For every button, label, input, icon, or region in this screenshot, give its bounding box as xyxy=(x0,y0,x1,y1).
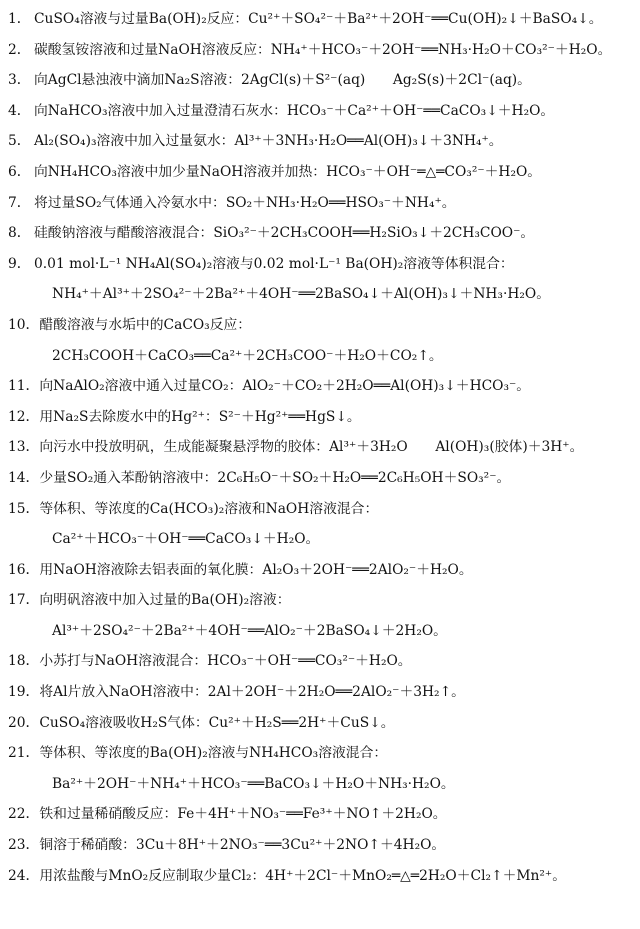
equation-text: Al³⁺＋2SO₄²⁻＋2Ba²⁺＋4OH⁻══AlO₂⁻＋2BaSO₄↓＋2H₂O。 xyxy=(52,622,447,639)
equation-line-21 xyxy=(0,738,640,769)
equation-line-23 xyxy=(0,830,640,861)
equation-line-1 xyxy=(0,4,640,35)
equation-text: 等体积、等浓度的Ca(HCO₃)₂溶液和NaOH溶液混合： xyxy=(39,500,379,517)
equation-line-15 xyxy=(0,494,640,525)
equation-line-15-cont xyxy=(0,524,640,555)
equation-line-14 xyxy=(0,463,640,494)
item-number: 9． xyxy=(8,255,31,272)
item-number: 13． xyxy=(8,439,40,456)
equation-text: 向NH₄HCO₃溶液中加少量NaOH溶液并加热：HCO₃⁻＋OH⁻═△═CO₃²⁻＋H₂O。 xyxy=(34,163,542,180)
equation-text: Ca²⁺＋HCO₃⁻＋OH⁻══CaCO₃↓＋H₂O。 xyxy=(52,531,320,548)
equation-text: 碳酸氢铵溶液和过量NaOH溶液反应：NH₄⁺＋HCO₃⁻＋2OH⁻══NH₃·H₂O＋CO₃²⁻＋H₂O。 xyxy=(34,41,612,58)
equation-text: CuSO₄溶液与过量Ba(OH)₂反应：Cu²⁺＋SO₄²⁻＋Ba²⁺＋2OH⁻══Cu(OH)₂↓＋BaSO₄↓。 xyxy=(34,11,603,27)
equation-text: 少量SO₂通入苯酚钠溶液中：2C₆H₅O⁻＋SO₂＋H₂O══2C₆H₅OH＋SO₃²⁻。 xyxy=(39,469,511,486)
equation-text: 向NaAlO₂溶液中通入过量CO₂：AlO₂⁻＋CO₂＋2H₂O══Al(OH)₃↓＋HCO₃⁻。 xyxy=(39,378,531,395)
equation-text: 硅酸钠溶液与醋酸溶液混合：SiO₃²⁻＋2CH₃COOH══H₂SiO₃↓＋2CH₃COO⁻。 xyxy=(34,225,535,242)
equation-line-19 xyxy=(0,677,640,708)
equation-text: Ba²⁺＋2OH⁻＋NH₄⁺＋HCO₃⁻══BaCO₃↓＋H₂O＋NH₃·H₂O。 xyxy=(52,775,455,792)
equation-line-18 xyxy=(0,646,640,677)
equation-text: 铁和过量稀硝酸反应：Fe＋4H⁺＋NO₃⁻══Fe³⁺＋NO↑＋2H₂O。 xyxy=(39,806,447,823)
equation-line-5 xyxy=(0,126,640,157)
equation-line-17-cont xyxy=(0,616,640,647)
equation-text: 向AgCl悬浊液中滴加Na₂S溶液：2AgCl(s)＋S²⁻(aq) Ag₂S(s)＋2Cl⁻(aq)。 xyxy=(34,72,531,89)
equation-line-2 xyxy=(0,35,640,66)
equation-text: 等体积、等浓度的Ba(OH)₂溶液与NH₄HCO₃溶液混合： xyxy=(39,745,388,762)
equation-line-3 xyxy=(0,65,640,96)
equation-text: CuSO₄溶液吸收H₂S气体：Cu²⁺＋H₂S══2H⁺＋CuS↓。 xyxy=(39,714,395,731)
equation-line-24 xyxy=(0,861,640,892)
equation-text: 向NaHCO₃溶液中加入过量澄清石灰水：HCO₃⁻＋Ca²⁺＋OH⁻══CaCO₃↓＋H₂O。 xyxy=(34,102,555,119)
item-number: 5． xyxy=(8,133,31,150)
equation-line-6 xyxy=(0,157,640,188)
equation-text: 将过量SO₂气体通入冷氨水中：SO₂＋NH₃·H₂O══HSO₃⁻＋NH₄⁺。 xyxy=(34,194,456,211)
equation-text: 向污水中投放明矾，生成能凝聚悬浮物的胶体：Al³⁺＋3H₂O Al(OH)₃(胶体)＋3H⁺。 xyxy=(39,439,584,456)
equation-text: 向明矾溶液中加入过量的Ba(OH)₂溶液： xyxy=(39,592,291,609)
item-number: 8． xyxy=(8,225,31,242)
equation-text: 小苏打与NaOH溶液混合：HCO₃⁻＋OH⁻══CO₃²⁻＋H₂O。 xyxy=(39,653,412,670)
equation-text: 将Al片放入NaOH溶液中：2Al＋2OH⁻＋2H₂O══2AlO₂⁻＋3H₂↑。 xyxy=(39,684,465,701)
item-number: 12． xyxy=(8,408,40,425)
equation-text: 2CH₃COOH＋CaCO₃══Ca²⁺＋2CH₃COO⁻＋H₂O＋CO₂↑。 xyxy=(52,347,443,364)
equation-line-21-cont xyxy=(0,769,640,800)
equation-line-8 xyxy=(0,218,640,249)
item-number: 17． xyxy=(8,592,40,609)
item-number: 10． xyxy=(8,316,40,333)
item-number: 1． xyxy=(8,11,31,27)
equation-text: NH₄⁺＋Al³⁺＋2SO₄²⁻＋2Ba²⁺＋4OH⁻══2BaSO₄↓＋Al(OH)₃↓＋NH₃·H₂O。 xyxy=(52,286,551,303)
equation-line-13 xyxy=(0,432,640,463)
equation-line-4 xyxy=(0,96,640,127)
equation-line-9-cont xyxy=(0,279,640,310)
item-number: 24． xyxy=(8,867,40,884)
equation-line-9 xyxy=(0,249,640,280)
item-number: 3． xyxy=(8,72,31,89)
equation-text: 铜溶于稀硝酸：3Cu＋8H⁺＋2NO₃⁻══3Cu²⁺＋2NO↑＋4H₂O。 xyxy=(39,837,446,854)
equation-text: 用Na₂S去除废水中的Hg²⁺：S²⁻＋Hg²⁺══HgS↓。 xyxy=(39,408,361,425)
equation-line-20 xyxy=(0,708,640,739)
equation-line-10 xyxy=(0,310,640,341)
equation-line-17 xyxy=(0,585,640,616)
equation-line-12 xyxy=(0,402,640,433)
item-number: 19． xyxy=(8,684,40,701)
item-number: 4． xyxy=(8,102,31,119)
item-number: 22． xyxy=(8,806,40,823)
equation-text: 醋酸溶液与水垢中的CaCO₃反应： xyxy=(39,316,252,333)
equation-line-10-cont xyxy=(0,341,640,372)
item-number: 7． xyxy=(8,194,31,211)
equation-line-11 xyxy=(0,371,640,402)
item-number: 16． xyxy=(8,561,40,578)
equation-text: Al₂(SO₄)₃溶液中加入过量氨水：Al³⁺＋3NH₃·H₂O══Al(OH)₃↓＋3NH₄⁺。 xyxy=(34,133,503,150)
item-number: 14． xyxy=(8,469,40,486)
equation-text: 0.01 mol·L⁻¹ NH₄Al(SO₄)₂溶液与0.02 mol·L⁻¹ Ba(OH)₂溶液等体积混合： xyxy=(34,255,514,272)
equation-line-22 xyxy=(0,799,640,830)
item-number: 20． xyxy=(8,714,40,731)
equation-line-7 xyxy=(0,188,640,219)
item-number: 2． xyxy=(8,41,31,58)
equation-text: 用NaOH溶液除去铝表面的氧化膜：Al₂O₃＋2OH⁻══2AlO₂⁻＋H₂O。 xyxy=(39,561,473,578)
equation-line-16 xyxy=(0,555,640,586)
equation-text: 用浓盐酸与MnO₂反应制取少量Cl₂：4H⁺＋2Cl⁻＋MnO₂═△═2H₂O＋Cl₂↑＋Mn²⁺。 xyxy=(39,867,566,884)
item-number: 6． xyxy=(8,163,31,180)
item-number: 15． xyxy=(8,500,40,517)
item-number: 21． xyxy=(8,745,40,762)
item-number: 18． xyxy=(8,653,40,670)
item-number: 23． xyxy=(8,837,40,854)
item-number: 11． xyxy=(8,378,40,395)
